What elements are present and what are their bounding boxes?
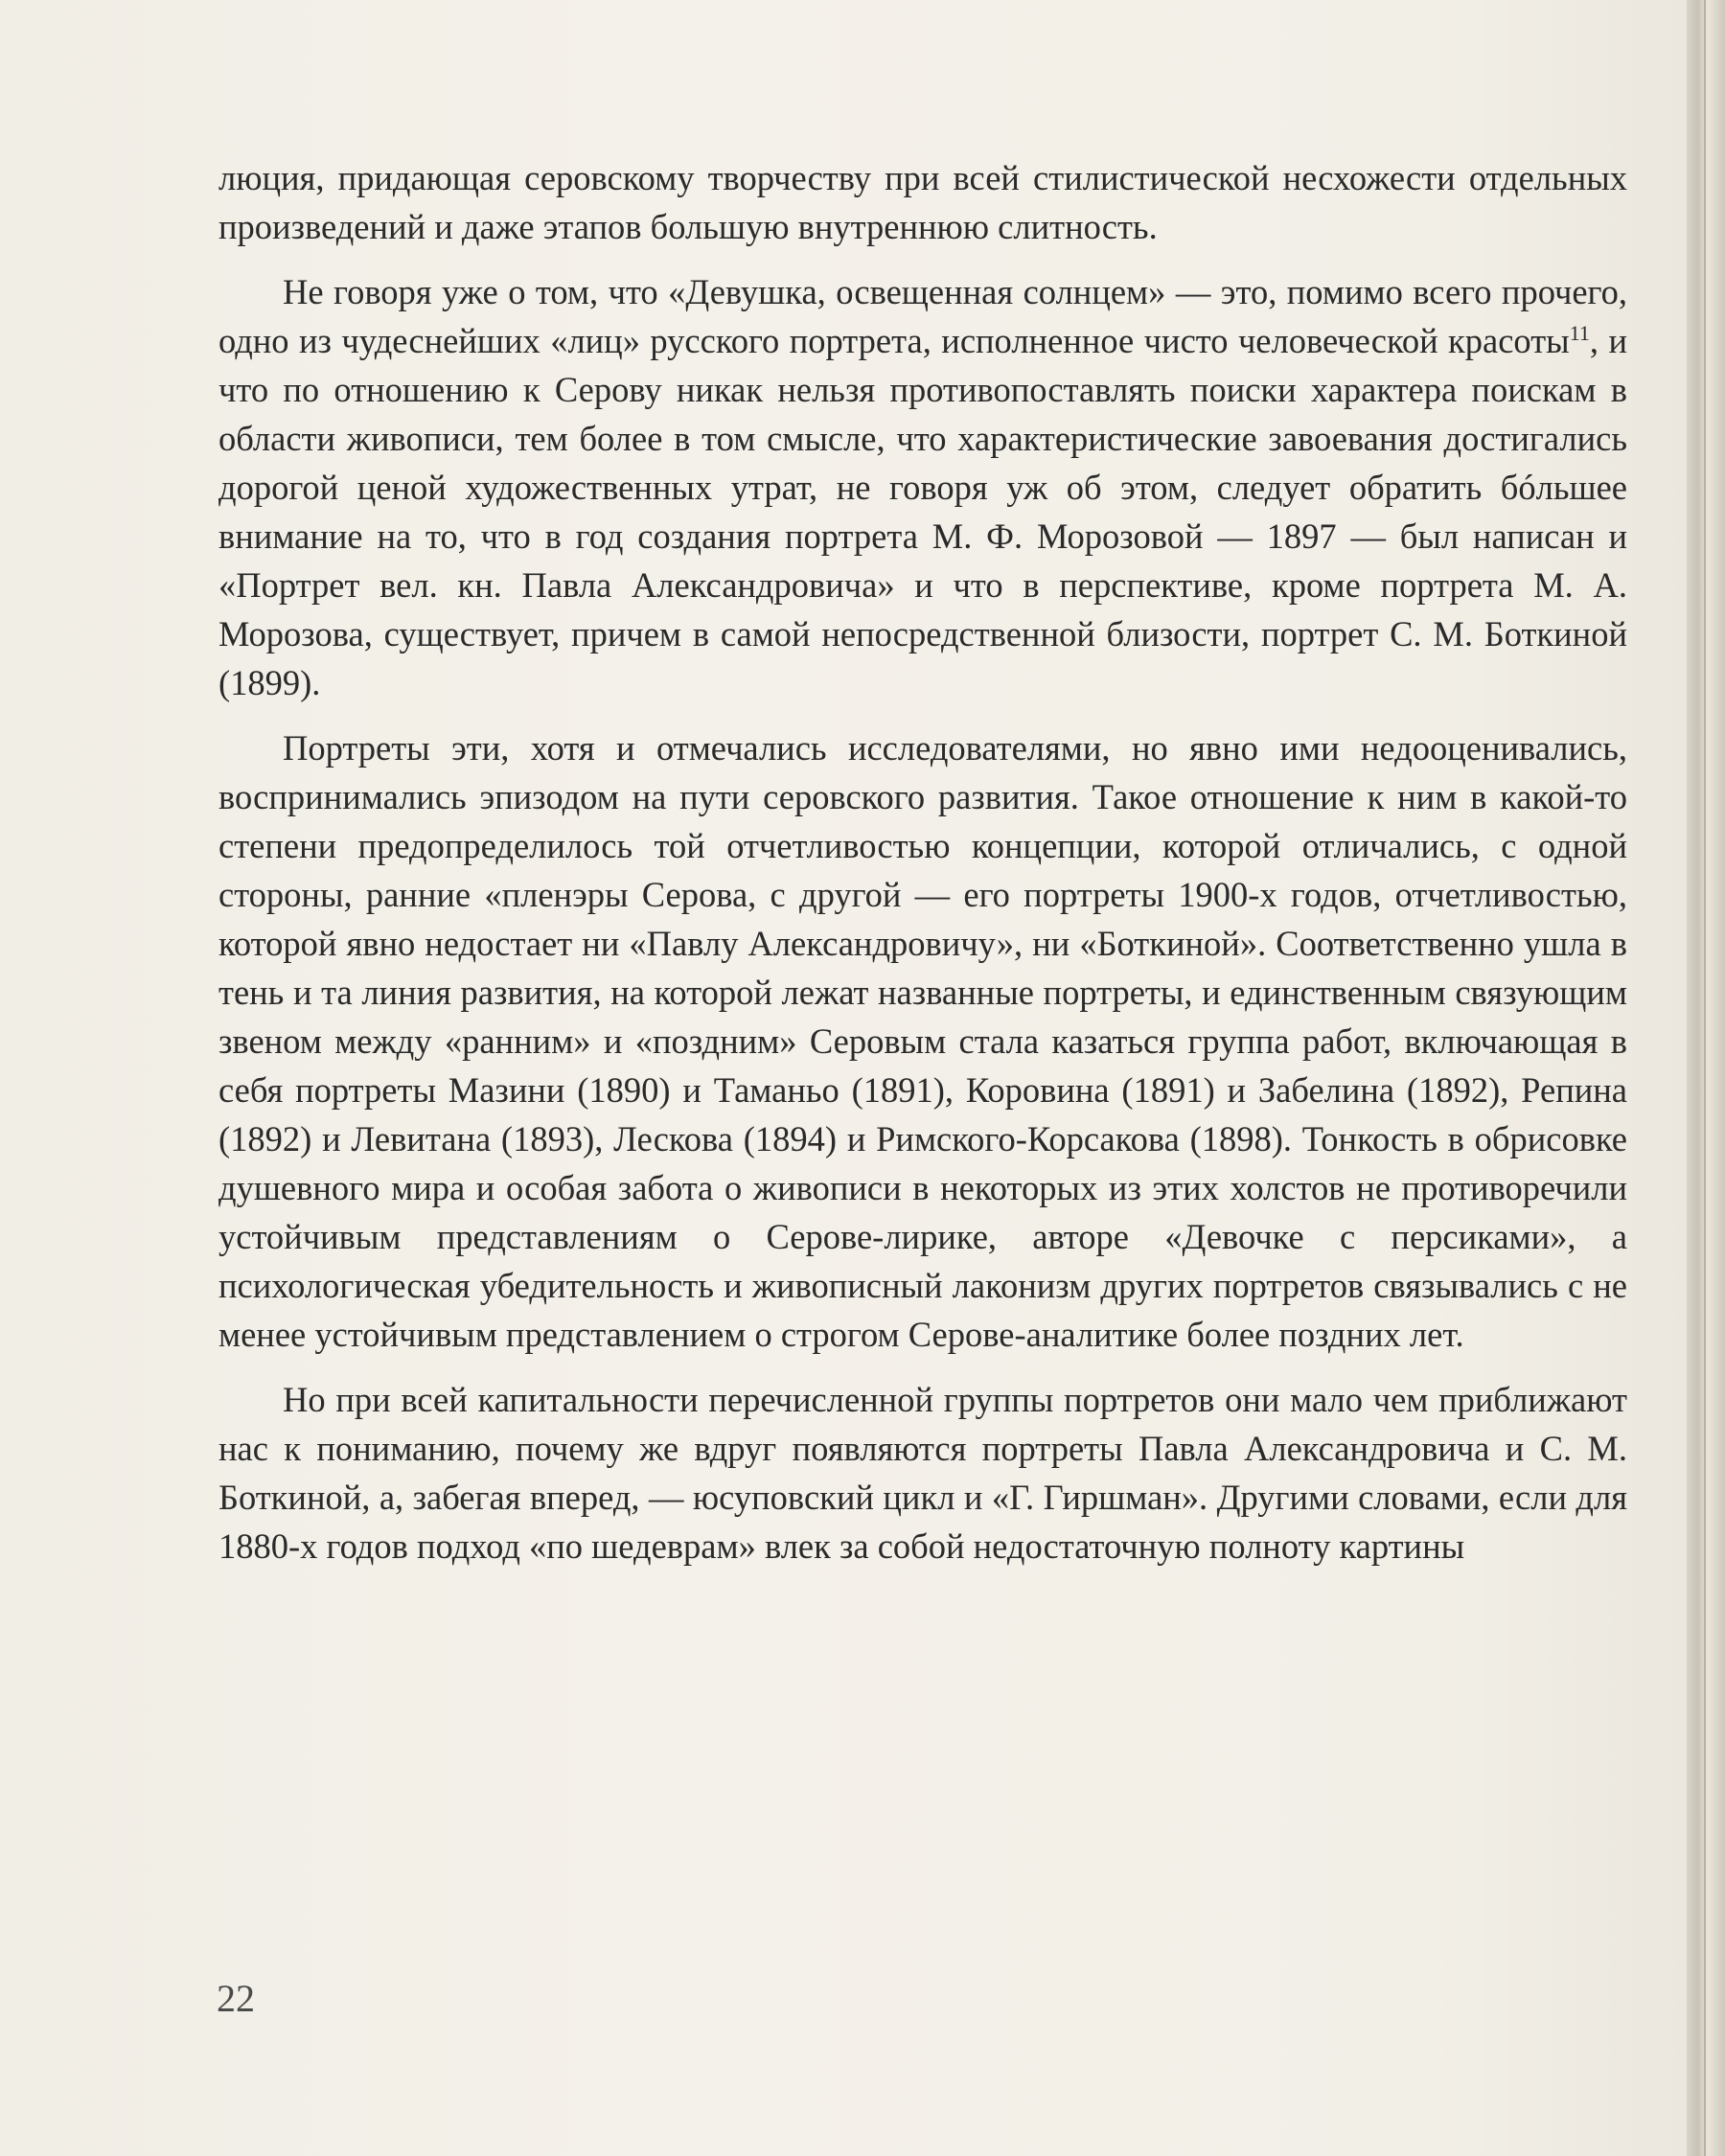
paragraph-4: Но при всей капитальности перечисленной группы портретов они мало чем приближают нас к пониманию, почему же вдруг появляются портреты Павла Александровича и С. М. Боткиной, а, забегая вперед, — юсуповский цикл и «Г. Гиршман». Другими словами, если для 1880-х годов подход «по шедеврам» влек за собой недостаточную полноту картины xyxy=(218,1380,1627,1566)
book-spine-edge xyxy=(1687,0,1725,2156)
paragraph-1: люция, придающая серовскому творчеству при всей стилистической несхожести отдельных произведений и даже этапов большую внутреннюю слитность. xyxy=(218,158,1627,246)
paragraph-2-text-b: , и что по отношению к Серову никак нельзя противопоставлять поиски характера поискам в области живописи, тем более в том смысле, что характеристические завоевания достигались дорогой ценой художественных утрат, не говоря уж об этом, следует обратить бóльшее внимание на то, что в год создания портрета М. Ф. Морозовой — 1897 — был написан и «Портрет вел. кн. Павла Александровича» и что в перспективе, кроме портрета М. А. Морозова, существует, причем в самой непосредственной близости, портрет С. М. Боткиной (1899). xyxy=(218,321,1627,702)
paragraph-3: Портреты эти, хотя и отмечались исследователями, но явно ими недооценивались, воспринимались эпизодом на пути серовского развития. Такое отношение к ним в какой-то степени предопределилось той отчетливостью концепции, которой отличались, с одной стороны, ранние «пленэры Серова, с другой — его портреты 1900-х годов, отчетливостью, которой явно недостает ни «Павлу Александровичу», ни «Боткиной». Соответственно ушла в тень и та линия развития, на которой лежат названные портреты, и единственным связующим звеном между «ранним» и «поздним» Серовым стала казаться группа работ, включающая в себя портреты Мазини (1890) и Таманьо (1891), Коровина (1891) и Забелина (1892), Репина (1892) и Левитана (1893), Лескова (1894) и Римского-Корсакова (1898). Тонкость в обрисовке душевного мира и особая забота о живописи в некоторых из этих холстов не противоречили устойчивым представлениям о Серове-лирике, авторе «Девочке с персиками», а психологическая убедительность и живописный лаконизм других портретов связывались с не менее устойчивым представлением о строгом Серове-аналитике более поздних лет. xyxy=(218,728,1627,1354)
footnote-reference: 11 xyxy=(1569,320,1590,345)
paragraph-2-text-a: Не говоря уже о том, что «Девушка, освещенная солнцем» — это, помимо всего прочего, одно из чудеснейших «лиц» русского портрета, исполненное чисто человеческой красоты xyxy=(218,272,1627,360)
paragraph-2 xyxy=(218,267,1627,707)
body-text xyxy=(218,153,1627,1587)
page-number: 22 xyxy=(217,1977,255,2020)
